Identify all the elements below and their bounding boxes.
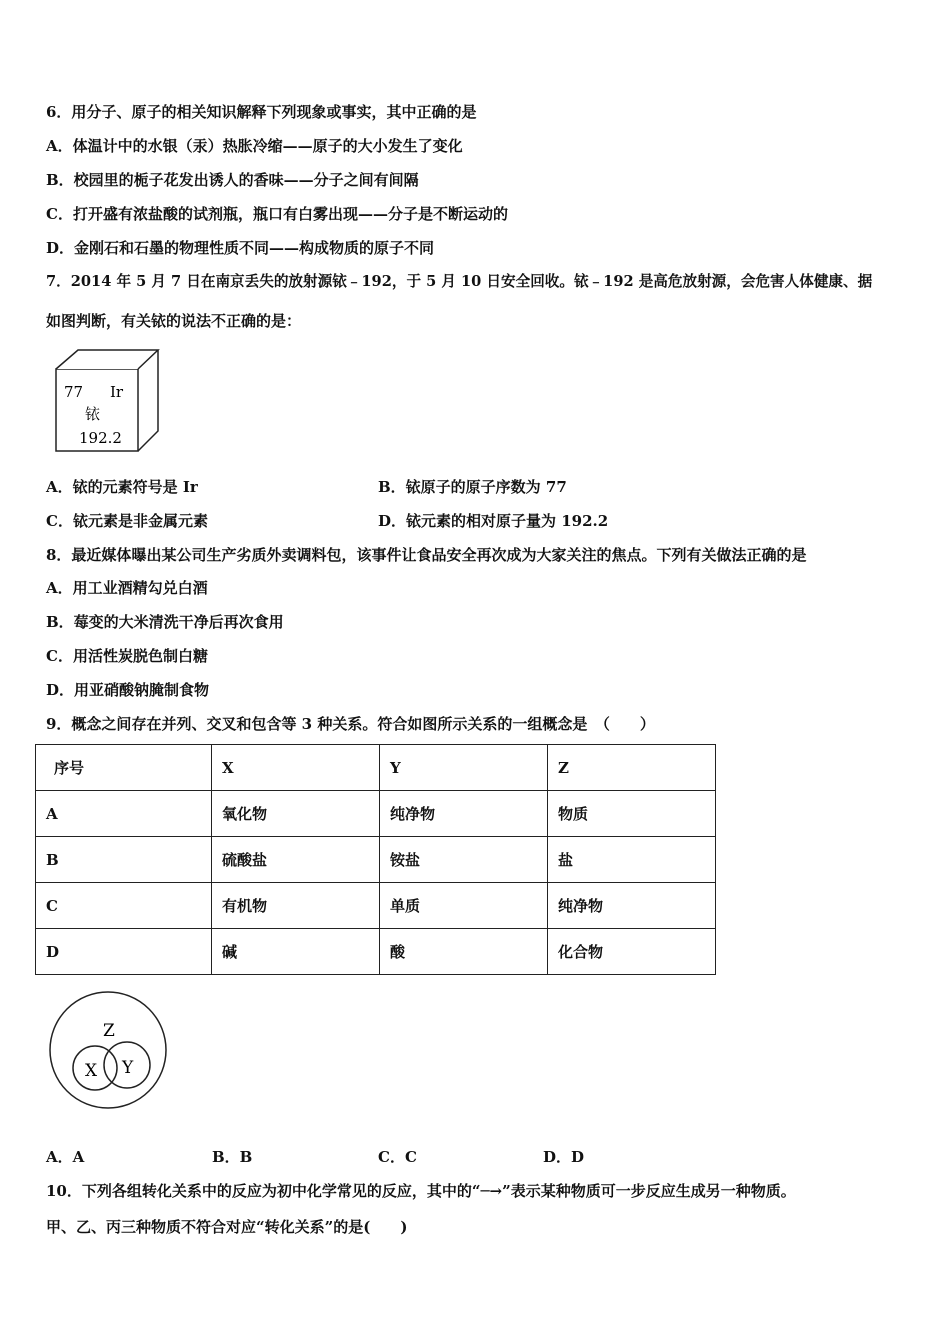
table-cell: B — [36, 837, 212, 883]
table-cell: 单质 — [380, 883, 548, 929]
table-row — [36, 929, 716, 975]
q7-option-a: A．铱的元素符号是 Ir — [46, 478, 198, 496]
element-number: 77 — [64, 383, 84, 401]
table-header-row — [36, 745, 716, 791]
element-name: 铱 — [85, 405, 101, 423]
q6-option-d: D．金刚石和石墨的物理性质不同——构成物质的原子不同 — [46, 239, 435, 257]
table-cell: 化合物 — [548, 929, 716, 975]
table-header-cell: X — [212, 745, 380, 791]
q9-option-d: D．D — [543, 1148, 585, 1166]
q7-stem-line2: 如图判断，有关铱的说法不正确的是： — [46, 312, 302, 330]
q7-option-b: B．铱原子的原子序数为 77 — [378, 478, 567, 496]
q10-stem-line1 — [46, 1181, 796, 1201]
table-cell: 氧化物 — [212, 791, 380, 837]
q10-stem-start: 10．下列各组转化关系中的反应为初中化学常见的反应，其中的“ — [46, 1182, 481, 1200]
q9-option-a: A．A — [46, 1148, 85, 1166]
q7-option-c: C．铱元素是非金属元素 — [46, 512, 208, 530]
table-header-cell: Z — [548, 745, 716, 791]
q6-stem: 6．用分子、原子的相关知识解释下列现象或事实，其中正确的是 — [46, 103, 477, 121]
table-row — [36, 837, 716, 883]
q10-stem-line2: 甲、乙、丙三种物质不符合对应“转化关系”的是( ) — [46, 1218, 408, 1236]
venn-label-x: X — [85, 1061, 98, 1081]
table-cell: 硫酸盐 — [212, 837, 380, 883]
q9-option-b: B．B — [212, 1148, 253, 1166]
q8-option-c: C．用活性炭脱色制白糖 — [46, 647, 208, 665]
table-row — [36, 883, 716, 929]
element-mass: 192.2 — [79, 429, 122, 447]
q8-option-d: D．用亚硝酸钠腌制食物 — [46, 681, 210, 699]
element-card-iridium — [52, 347, 164, 455]
table-cell: 酸 — [380, 929, 548, 975]
table-cell: C — [36, 883, 212, 929]
table-cell: 碱 — [212, 929, 380, 975]
q8-option-b: B．莓变的大米清洗干净后再次食用 — [46, 613, 284, 631]
element-symbol: Ir — [110, 383, 124, 401]
table-cell: 物质 — [548, 791, 716, 837]
venn-label-z: Z — [103, 1021, 115, 1041]
q7-stem-line1: 7．2014 年 5 月 7 日在南京丢失的放射源铱﹣192，于 5 月 10 日安全回收。铱﹣192 是高危放射源，会危害人体健康、据 — [46, 273, 873, 290]
venn-label-y: Y — [122, 1058, 134, 1078]
q10-stem-end: ”表示某种物质可一步反应生成另一种物质。 — [502, 1182, 796, 1200]
q6-option-c: C．打开盛有浓盐酸的试剂瓶，瓶口有白雾出现——分子是不断运动的 — [46, 205, 508, 223]
q6-option-b: B．校园里的栀子花发出诱人的香味——分子之间有间隔 — [46, 171, 419, 189]
table-row — [36, 791, 716, 837]
q8-option-a: A．用工业酒精勾兑白酒 — [46, 579, 208, 597]
table-header-cell: 序号 — [36, 745, 212, 791]
venn-diagram — [45, 990, 173, 1110]
table-cell: 纯净物 — [548, 883, 716, 929]
table-cell: 纯净物 — [380, 791, 548, 837]
q8-stem: 8．最近媒体曝出某公司生产劣质外卖调料包，该事件让食品安全再次成为大家关注的焦点。下列有关做法正确的是 — [46, 546, 807, 564]
q7-option-d: D．铱元素的相对原子量为 192.2 — [378, 512, 609, 530]
table-cell: A — [36, 791, 212, 837]
table-header-cell: Y — [380, 745, 548, 791]
q9-table — [35, 744, 716, 975]
table-cell: 有机物 — [212, 883, 380, 929]
q9-stem: 9．概念之间存在并列、交叉和包含等 3 种关系。符合如图所示关系的一组概念是 （ ） — [46, 715, 655, 733]
q9-option-c: C．C — [378, 1148, 417, 1166]
q6-option-a: A．体温计中的水银（汞）热胀冷缩——原子的大小发生了变化 — [46, 137, 463, 155]
table-cell: 铵盐 — [380, 837, 548, 883]
table-cell: 盐 — [548, 837, 716, 883]
table-cell: D — [36, 929, 212, 975]
arrow-symbol: ─→ — [480, 1182, 503, 1200]
